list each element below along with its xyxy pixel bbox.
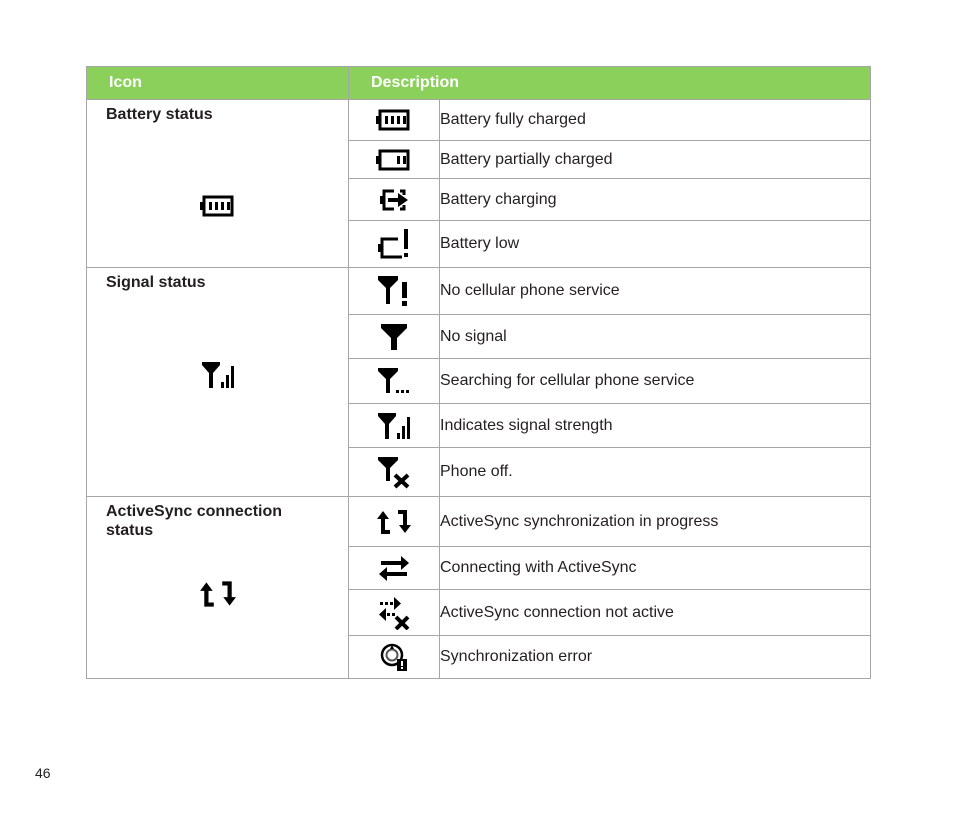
row-description: Phone off. (440, 448, 871, 497)
row-description: Synchronization error (440, 636, 871, 679)
sync-error-icon (349, 636, 440, 679)
category-label: Battery status (106, 106, 213, 123)
table-row (87, 497, 871, 547)
no-service-icon (349, 268, 440, 315)
row-description: No signal (440, 315, 871, 359)
category-label: Signal status (106, 274, 206, 291)
row-description: Connecting with ActiveSync (440, 547, 871, 590)
sync-connecting-icon (349, 547, 440, 590)
sync-inactive-icon (349, 590, 440, 636)
battery-low-icon (349, 221, 440, 268)
phone-off-icon (349, 448, 440, 497)
sync-icon (349, 497, 440, 547)
row-description: Indicates signal strength (440, 404, 871, 448)
no-signal-icon (349, 315, 440, 359)
row-description: Battery partially charged (440, 141, 871, 179)
signal-strength-icon (87, 360, 348, 395)
row-description: Battery fully charged (440, 100, 871, 141)
battery-partial-icon (349, 141, 440, 179)
header-icon: Icon (87, 67, 349, 100)
row-description: Battery low (440, 221, 871, 268)
battery-full-icon (87, 194, 348, 223)
table-row (87, 100, 871, 141)
row-description: ActiveSync synchronization in progress (440, 497, 871, 547)
page-number: 46 (35, 765, 51, 781)
searching-signal-icon (349, 359, 440, 404)
status-icons-table (86, 66, 871, 679)
row-description: Searching for cellular phone service (440, 359, 871, 404)
battery-full-icon (349, 100, 440, 141)
category-battery (87, 100, 349, 268)
row-description: ActiveSync connection not active (440, 590, 871, 636)
header-description: Description (349, 67, 871, 100)
battery-charging-icon (349, 179, 440, 221)
table-row (87, 268, 871, 315)
table-header-row (87, 67, 871, 100)
sync-icon (87, 577, 348, 616)
signal-strength-icon (349, 404, 440, 448)
category-signal (87, 268, 349, 497)
category-activesync (87, 497, 349, 679)
row-description: No cellular phone service (440, 268, 871, 315)
row-description: Battery charging (440, 179, 871, 221)
category-label: ActiveSync connection status (106, 503, 283, 539)
